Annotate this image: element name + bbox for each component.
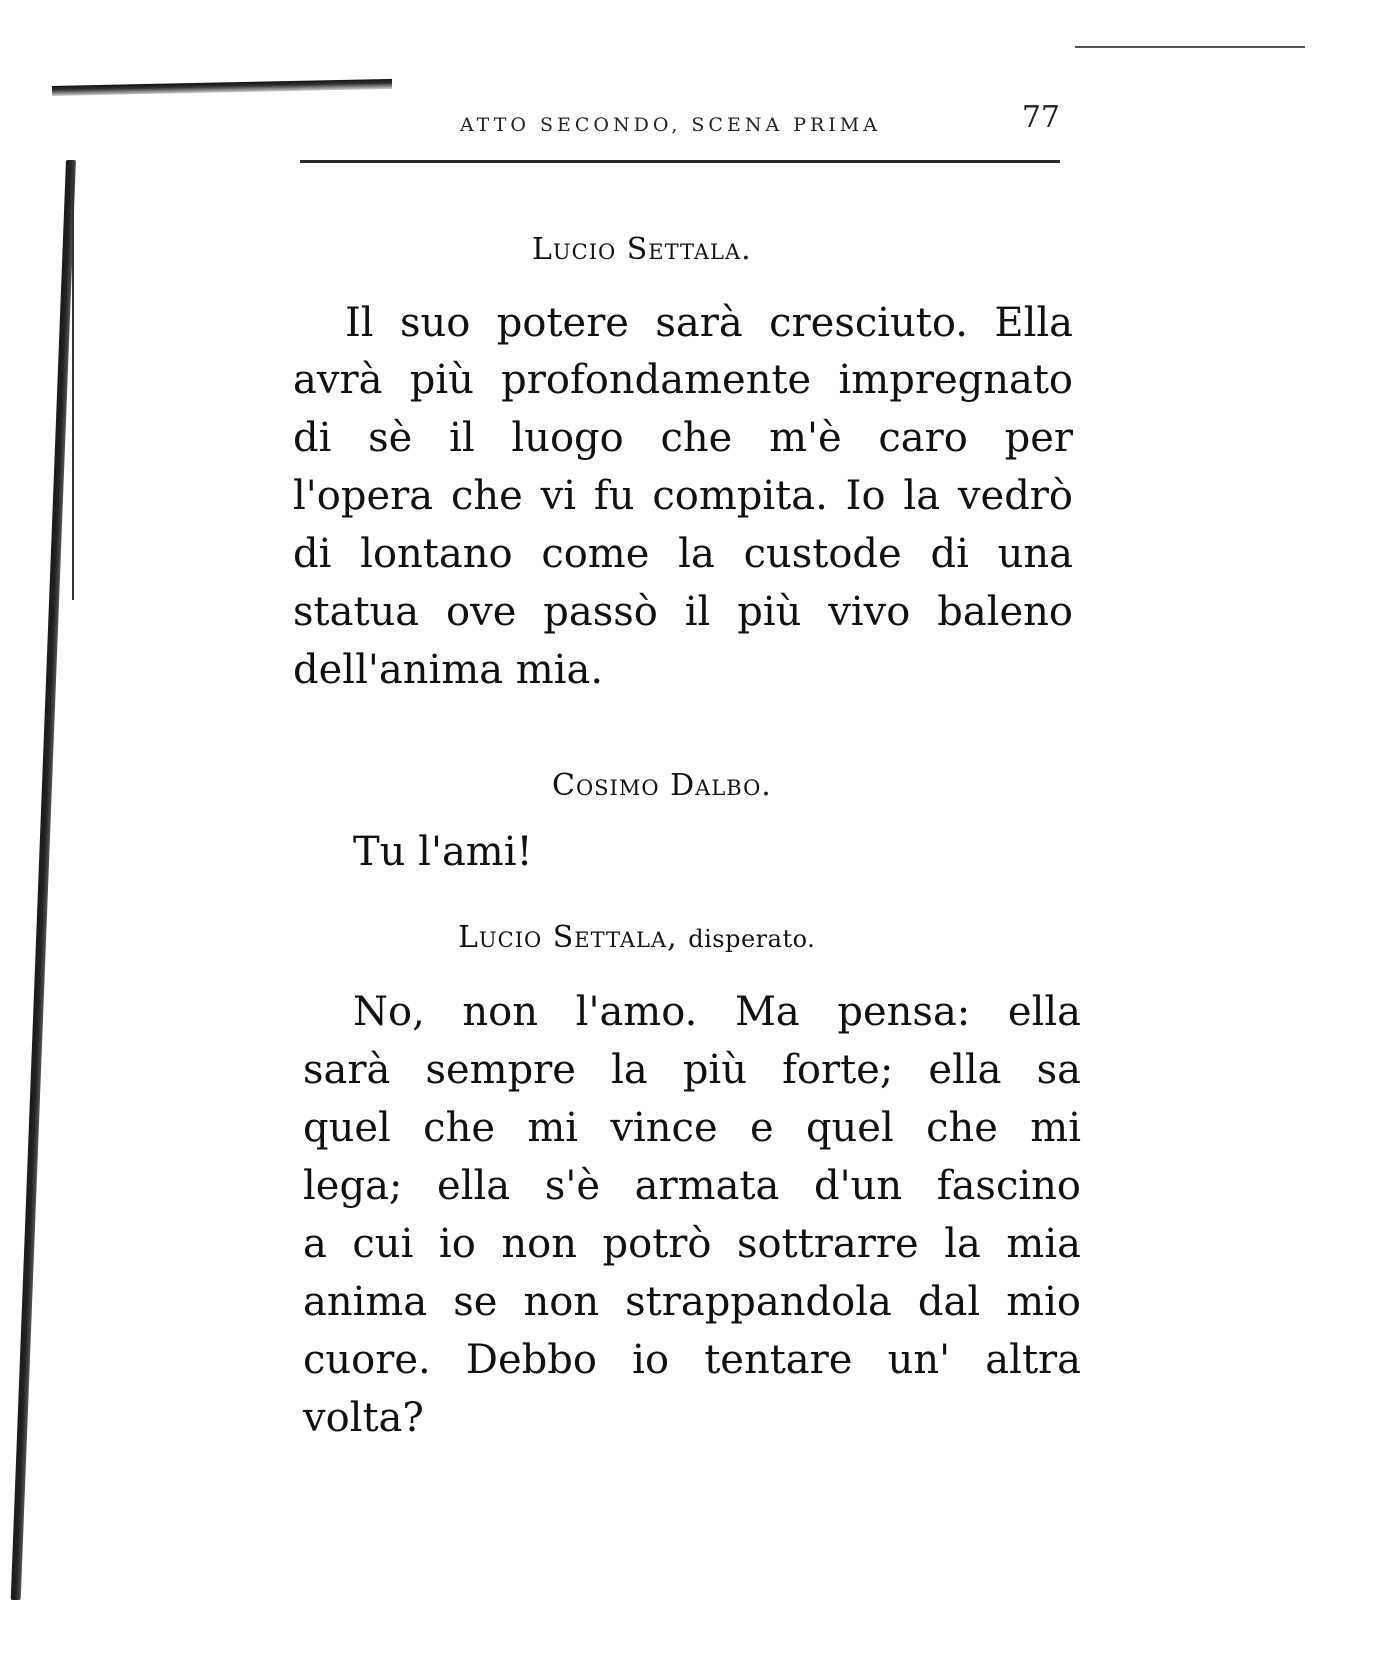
speaker-label: Cosimo Dalbo. xyxy=(552,768,772,803)
scan-edge-line xyxy=(1075,46,1305,48)
page-number: 77 xyxy=(1021,100,1060,135)
text-line: Il suo potere sarà cresciuto. Ella xyxy=(345,300,1073,346)
speaker-name xyxy=(552,768,772,803)
running-header xyxy=(300,100,1060,140)
text-line: statua ove passò il più vivo baleno xyxy=(293,589,1073,635)
text-line: dell'anima mia. xyxy=(293,647,604,693)
book-spine-line xyxy=(72,160,74,600)
scan-edge-shadow xyxy=(52,79,392,96)
text-line: di lontano come la custode di una xyxy=(293,531,1073,577)
text-line: Tu l'ami! xyxy=(353,829,533,875)
header-rule xyxy=(300,160,1060,163)
text-line: volta? xyxy=(303,1395,424,1441)
speaker-label: Lucio Settala, xyxy=(458,920,678,955)
text-line: a cui io non potrò sottrarre la mia xyxy=(303,1221,1081,1267)
speaker-name xyxy=(458,920,815,955)
text-line: lega; ella s'è armata d'un fascino xyxy=(303,1163,1081,1209)
text-line: No, non l'amo. Ma pensa: ella xyxy=(353,989,1081,1035)
speaker-name xyxy=(532,232,752,267)
text-line: sarà sempre la più forte; ella sa xyxy=(303,1047,1081,1093)
text-line: l'opera che vi fu compita. Io la vedrò xyxy=(293,473,1073,519)
stage-direction: disperato. xyxy=(688,925,816,953)
text-line: cuore. Debbo io tentare un' altra xyxy=(303,1337,1081,1383)
text-line: anima se non strappandola dal mio xyxy=(303,1279,1081,1325)
running-title: ATTO SECONDO, SCENA PRIMA xyxy=(460,114,881,136)
text-line: avrà più profondamente impregnato xyxy=(293,357,1073,403)
book-spine-shadow xyxy=(11,160,76,1600)
speaker-label: Lucio Settala. xyxy=(532,232,752,267)
text-line: quel che mi vince e quel che mi xyxy=(303,1105,1081,1151)
text-line: di sè il luogo che m'è caro per xyxy=(293,415,1073,461)
